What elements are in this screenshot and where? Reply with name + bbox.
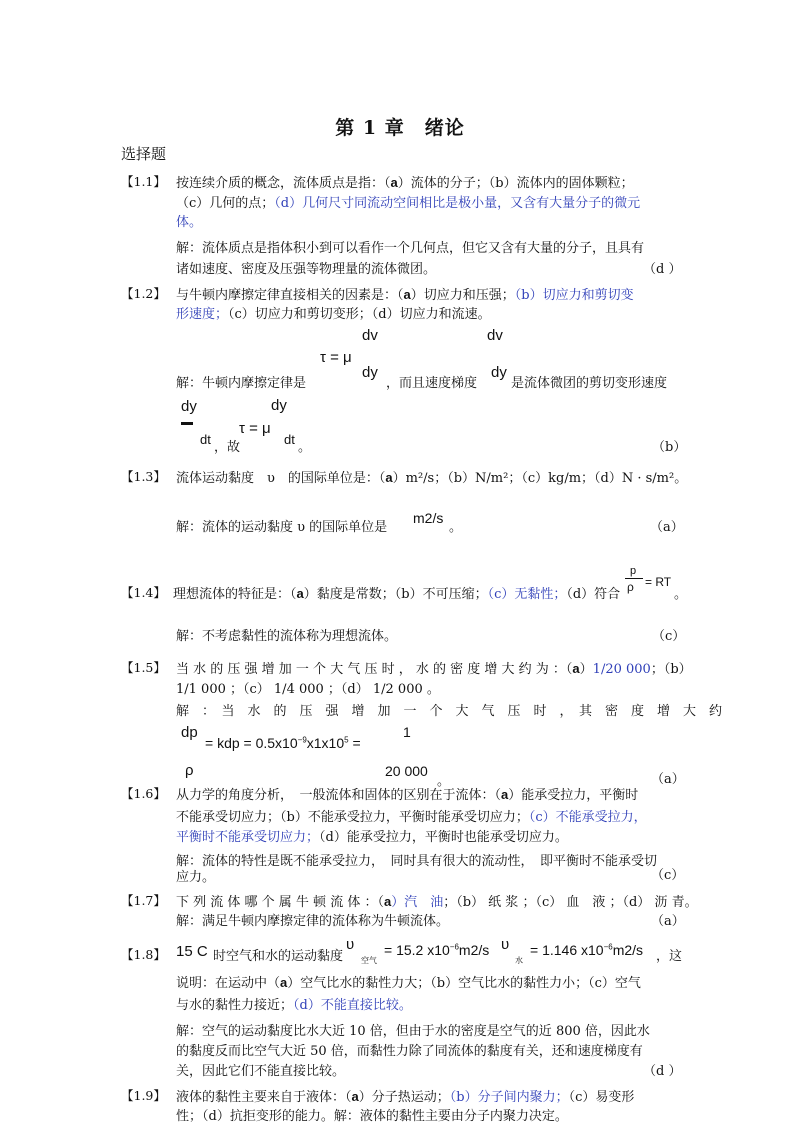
formula-tau: τ = μ	[239, 420, 271, 437]
text-segment: （d）符合	[566, 587, 621, 602]
text-segment: （c）切应力和剪切变形；（d）切应力和流速。	[228, 307, 491, 322]
correct-option: （b）切应力和剪切变	[514, 288, 634, 303]
formula-numerator: dy	[181, 398, 197, 415]
formula-part: x1x10	[306, 735, 345, 751]
text-segment: 从力学的角度分析， 一般流体和固体的区别在于流体：（	[176, 788, 502, 803]
subscript: 水	[515, 956, 523, 965]
correct-option: 平衡时不能承受切应力；	[176, 830, 320, 845]
text-segment: 下 列 流 体 哪 个 属 牛 顿 流 体 ：（	[176, 895, 384, 910]
temperature: 15 C	[176, 943, 208, 960]
question-text	[176, 994, 412, 1013]
answer: （c）	[652, 629, 686, 644]
formula-denominator: 20 000	[385, 763, 428, 779]
question-text	[173, 583, 620, 602]
answer: （a）	[651, 772, 685, 787]
option-letter: a	[280, 975, 288, 990]
explanation-text: 解：流体的运动黏度 υ 的国际单位是	[176, 520, 388, 535]
formula-denominator: dt	[200, 432, 211, 447]
formula-expression	[205, 735, 361, 751]
formula-tau: τ = μ	[320, 349, 352, 366]
text-segment: ）空气比水的黏性力大；（b）空气比水的黏性力小；（c）空气	[287, 976, 641, 991]
explanation-text: 解：流体的特性是既不能承受拉力， 同时具有很大的流动性， 即平衡时不能承受切	[176, 854, 658, 869]
nu-symbol: υ	[346, 936, 355, 953]
option-letter: a	[385, 470, 393, 485]
text-segment: ；（b） 纸 浆 ；（c） 血 液 ；（d） 沥 青。	[443, 895, 698, 910]
answer: （a）	[650, 520, 684, 535]
question-text	[176, 303, 491, 322]
explanation-text: 是流体微团的剪切变形速度	[511, 376, 668, 391]
text-segment: 说明：在运动中（	[176, 976, 281, 991]
text-segment: ）黏度是常数；（b）不可压缩；	[303, 587, 488, 602]
correct-option: 形速度；	[176, 307, 229, 322]
explanation-text: 解 ： 当 水 的 压 强 增 加 一 个 大 气 压 时 ， 其 密 度 增 大 约	[176, 704, 723, 719]
text-segment: ）能承受拉力，平衡时	[508, 788, 639, 803]
text-segment: ）m²/s；（b）N/m²；（c）kg/m；（d）N · s/m²。	[392, 471, 688, 486]
text-segment: ）分子热运动；	[358, 1090, 450, 1105]
formula-expression	[530, 942, 643, 958]
text-segment: ）	[579, 662, 593, 677]
section-heading: 选择题	[121, 145, 167, 163]
text-segment: 与牛顿内摩擦定律直接相关的因素是：（	[176, 288, 404, 303]
option-letter: a	[403, 287, 411, 302]
explanation-text: ，而且速度梯度	[386, 376, 478, 391]
formula-denominator: ρ	[627, 580, 634, 594]
formula-part: =	[348, 735, 361, 751]
fraction-bar	[181, 422, 193, 425]
question-text: 1/1 000 ；（c） 1/4 000 ；（d） 1/2 000 。	[176, 682, 440, 697]
text-segment: （c）易变形	[568, 1090, 635, 1105]
text-segment: 。	[674, 587, 688, 602]
text-segment: ）切应力和压强；	[410, 288, 515, 303]
explanation-text: ，故	[214, 440, 241, 455]
formula-denominator: ρ	[185, 762, 194, 779]
answer: （a）	[651, 914, 685, 929]
question-text	[176, 467, 687, 486]
question-text	[176, 1086, 634, 1105]
formula-numerator: p	[630, 565, 637, 577]
explanation-text: 解：牛顿内摩擦定律是	[176, 376, 307, 391]
answer: （d ）	[643, 262, 682, 277]
option-letter: a	[383, 894, 392, 909]
question-text: 时空气和水的运动黏度	[213, 949, 344, 964]
text-segment: 按连续介质的概念，流体质点是指：（	[176, 176, 391, 191]
subscript: 空气	[361, 956, 377, 965]
question-number: 【1.8】	[121, 947, 166, 962]
explanation-text: 应力。	[176, 870, 216, 885]
explanation-text: 解：满足牛顿内摩擦定律的流体称为牛顿流体。	[176, 914, 450, 929]
question-number: 【1.7】	[121, 893, 166, 908]
correct-option: （c）无黏性；	[487, 587, 567, 602]
formula-denominator: dy	[491, 364, 507, 381]
explanation-text: 解：流体质点是指体积小到可以看作一个几何点，但它又含有大量的分子，且具有	[176, 241, 645, 256]
answer: （c）	[651, 868, 685, 883]
text-segment: ；（b）	[650, 662, 692, 677]
correct-option: （d）几何尺寸同流动空间相比是极小量，又含有大量分子的微元	[274, 196, 641, 211]
question-text	[176, 658, 692, 677]
question-text	[176, 172, 634, 191]
correct-option: 体。	[176, 215, 203, 230]
option-letter: a	[572, 661, 580, 676]
formula-numerator: 1	[403, 724, 411, 740]
formula-part: = 15.2 x10	[384, 942, 450, 958]
unit-text: m2/s	[612, 942, 644, 958]
explanation-text: 。	[449, 520, 463, 535]
text-segment: 不能承受切应力；（b）不能承受拉力，平衡时能承受切应力；	[176, 810, 529, 825]
fraction-bar	[625, 578, 643, 579]
text-segment: 理想流体的特征是：（	[173, 587, 297, 602]
exponent: 5	[344, 735, 349, 745]
question-text	[176, 891, 698, 910]
question-text	[176, 284, 634, 303]
explanation-text: 。	[298, 440, 312, 455]
question-text	[176, 192, 640, 211]
formula-denominator: dt	[284, 432, 295, 447]
option-letter: a	[390, 175, 398, 190]
explanation-text: 解：空气的运动黏度比水大近 10 倍，但由于水的密度是空气的近 800 倍，因此水	[176, 1024, 650, 1039]
formula-numerator: dv	[362, 327, 378, 344]
exponent: −9	[297, 735, 307, 745]
option-letter: a	[296, 586, 304, 601]
formula-part: = kdp = 0.5x10	[205, 735, 298, 751]
formula-numerator: dv	[487, 327, 503, 344]
question-number: 【1.1】	[121, 174, 166, 189]
question-number: 【1.3】	[121, 469, 166, 484]
option-letter: a	[501, 787, 509, 802]
exponent: −6	[603, 942, 613, 952]
explanation-text: 解：不考虑黏性的流体称为理想流体。	[176, 629, 398, 644]
text-segment: （d）能承受拉力，平衡时也能承受切应力。	[319, 830, 568, 845]
nu-symbol: υ	[501, 936, 510, 953]
explanation-text: 关，因此它们不能直接比较。	[176, 1064, 346, 1079]
page-title: 第 1 章 绪论	[335, 117, 465, 139]
formula-numerator: dy	[271, 397, 287, 414]
correct-option: ）汽 油	[391, 895, 444, 910]
question-number: 【1.5】	[121, 660, 166, 675]
question-text	[176, 784, 638, 803]
question-number: 【1.6】	[121, 786, 166, 801]
question-text	[176, 806, 647, 825]
question-text	[176, 972, 641, 991]
text-segment: 液体的黏性主要来自于液体：（	[176, 1090, 352, 1105]
question-text	[176, 826, 568, 845]
option-letter: a	[351, 1089, 359, 1104]
formula-part: = 1.146 x10	[530, 942, 604, 958]
unit-text: m2/s	[458, 942, 490, 958]
text-segment: 流体运动黏度 υ 的国际单位是：（	[176, 471, 386, 486]
text-segment: （c）几何的点；	[176, 196, 275, 211]
correct-option: 1/20 000	[592, 662, 651, 677]
text-segment: 。	[437, 774, 451, 789]
text-segment: ）流体的分子；（b）流体内的固体颗粒；	[397, 176, 634, 191]
question-number: 【1.2】	[121, 286, 166, 301]
correct-option: （d）不能直接比较。	[293, 998, 412, 1013]
correct-option: （c）不能承受拉力，	[528, 810, 647, 825]
question-number: 【1.9】	[121, 1088, 166, 1103]
correct-option: （b）分子间内聚力；	[449, 1090, 569, 1105]
question-text: 性；（d）抗拒变形的能力。解：液体的黏性主要由分子内聚力决定。	[176, 1109, 568, 1124]
answer: （b）	[652, 440, 687, 455]
formula-denominator: dy	[362, 364, 378, 381]
answer: （d ）	[643, 1064, 682, 1079]
formula-numerator: dp	[181, 724, 198, 741]
unit-text: m2/s	[413, 510, 444, 526]
text-segment: 当 水 的 压 强 增 加 一 个 大 气 压 时 ， 水 的 密 度 增 大 约 为 ：（	[176, 662, 573, 677]
question-number: 【1.4】	[121, 585, 166, 600]
formula-expression	[384, 942, 489, 958]
explanation-text: 诸如速度、密度及压强等物理量的流体微团。	[176, 262, 437, 277]
formula-rhs: = RT	[645, 575, 672, 589]
text-segment: 与水的黏性力接近；	[176, 998, 294, 1013]
exponent: −6	[449, 942, 459, 952]
explanation-text: 的黏度反而比空气大近 50 倍，而黏性力除了同流体的黏度有关，还和速度梯度有	[176, 1044, 643, 1059]
text-segment: ，这	[656, 949, 683, 964]
